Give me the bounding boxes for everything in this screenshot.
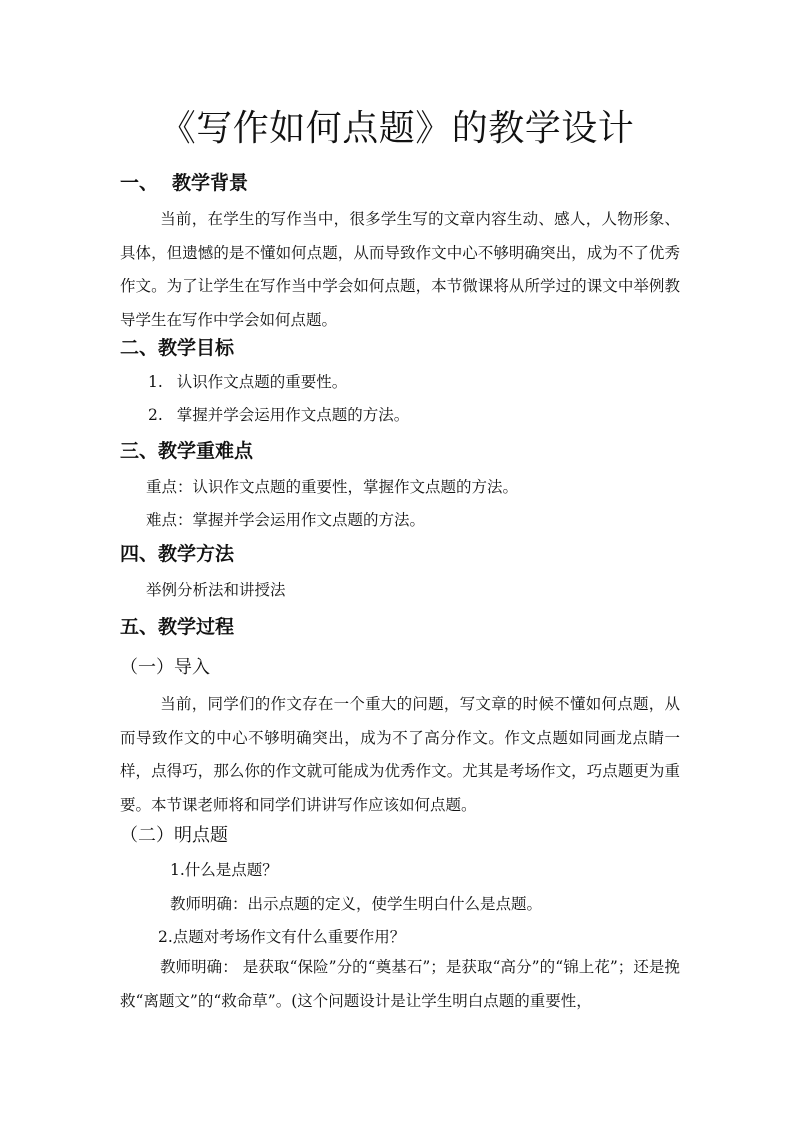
objective-item-2 bbox=[148, 402, 409, 428]
section-heading-process: 五、教学过程 bbox=[120, 616, 235, 638]
objective-text: 认识作文点题的重要性。 bbox=[176, 373, 348, 391]
intro-text: 当前，同学们的作文存在一个重大的问题，写文章的时候不懂如何点题，从而导致作文的中心不够明确突出，成为不了高分作文。作文点题如同画龙点睛一样，点得巧，那么你的作文就可能成为优秀作文。尤其是考场作文，巧点题更为重要。本节课老师将和同学们讲讲写作应该如何点题。 bbox=[120, 695, 680, 814]
objective-text: 掌握并学会运用作文点题的方法。 bbox=[176, 406, 410, 424]
intro-paragraph bbox=[120, 688, 680, 822]
objective-number: 2. bbox=[148, 406, 163, 424]
difficult-point-line: 难点：掌握并学会运用作文点题的方法。 bbox=[146, 511, 426, 529]
key-point-line: 重点：认识作文点题的重要性，掌握作文点题的方法。 bbox=[146, 478, 519, 496]
page-title: 《写作如何点题》的教学设计 bbox=[159, 108, 635, 149]
background-paragraph bbox=[120, 203, 680, 337]
subsection-heading-intro: （一）导入 bbox=[120, 657, 210, 678]
section-number: 一、 bbox=[120, 172, 159, 194]
section-heading-methods: 四、教学方法 bbox=[120, 543, 235, 565]
background-text: 当前，在学生的写作当中，很多学生写的文章内容生动、感人，人物形象、具体，但遗憾的是不懂如何点题，从而导致作文中心不够明确突出，成为不了优秀作文。为了让学生在写作当中学会如何点题，本节微课将从所学过的课文中举例教导学生在写作中学会如何点题。 bbox=[120, 210, 680, 329]
methods-text: 举例分析法和讲授法 bbox=[146, 581, 286, 599]
answer-2-paragraph: 教师明确： 是获取“保险”分的“奠基石”；是获取“高分”的“锦上花”；还是挽救“离题文”的“救命草”。(这个问题设计是让学生明白点题的重要性， bbox=[120, 958, 680, 1010]
section-heading-background bbox=[120, 170, 248, 196]
section-title: 教学背景 bbox=[172, 172, 249, 194]
section-heading-key-points: 三、教学重难点 bbox=[120, 440, 254, 462]
objective-item-1 bbox=[148, 369, 347, 395]
subsection-heading-clarify: （二）明点题 bbox=[120, 825, 228, 846]
question-1: 1.什么是点题？ bbox=[170, 861, 278, 879]
answer-1: 教师明确：出示点题的定义，使学生明白什么是点题。 bbox=[170, 895, 543, 913]
question-2: 2.点题对考场作文有什么重要作用？ bbox=[158, 928, 406, 946]
section-heading-objectives: 二、教学目标 bbox=[120, 337, 235, 359]
objective-number: 1. bbox=[148, 373, 163, 391]
